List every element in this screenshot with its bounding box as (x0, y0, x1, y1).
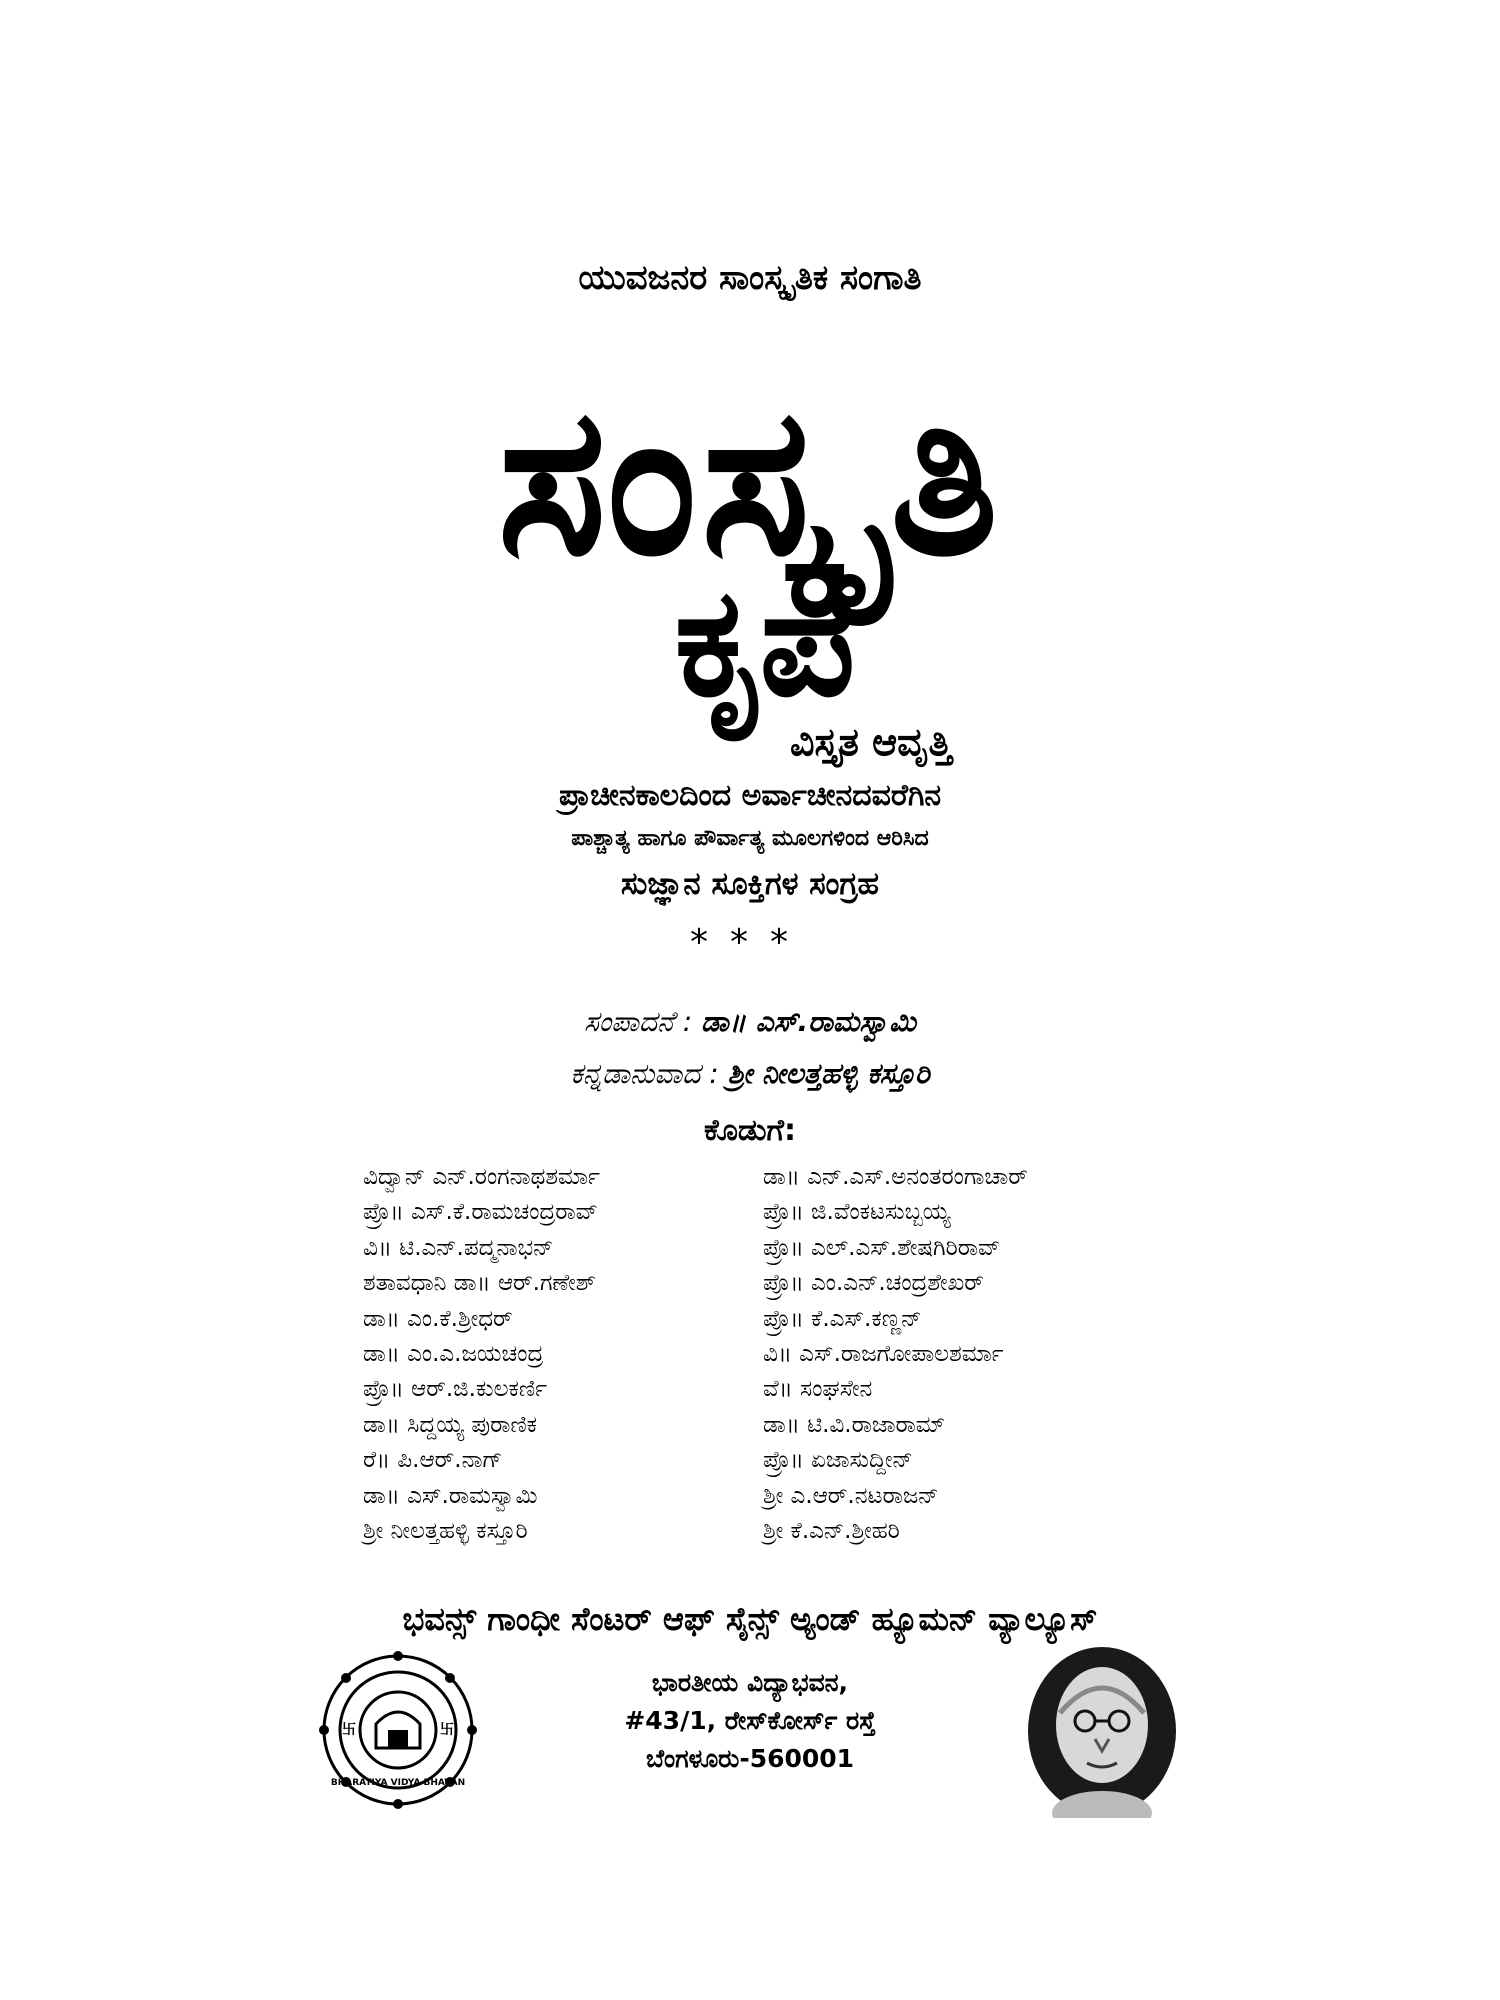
edition-label: ವಿಸ್ತೃತ ಆವೃತ್ತಿ (790, 720, 952, 764)
contributors-heading: ಕೊಡುಗೆ: (704, 1113, 796, 1148)
contributor-name: ಡಾ॥ ಟಿ.ವಿ.ರಾಜಾರಾಮ್ (763, 1411, 946, 1438)
contributor-name: ಶತಾವಧಾನಿ ಡಾ॥ ಆರ್.ಗಣೇಶ್ (363, 1270, 596, 1297)
publisher-organization: ಭವನ್ಸ್ ಗಾಂಧೀ ಸೆಂಟರ್ ಆಫ್ ಸೈನ್ಸ್ ಅ್ಯಂಡ್ ಹ್ಯೂಮನ್ ವ್ಯಾಲ್ಯೂಸ್ (402, 1600, 1098, 1638)
contributor-name: ಪ್ರೊ॥ ಏಜಾಸುದ್ದೀನ್ (763, 1447, 913, 1474)
contributor-name: ಪ್ರೊ॥ ಎಲ್.ಎಸ್.ಶೇಷಗಿರಿರಾವ್ (763, 1234, 1001, 1261)
contributor-name: ಡಾ॥ ಎನ್.ಎಸ್.ಅನಂತರಂಗಾಚಾರ್ (763, 1164, 1028, 1190)
address-line-1: ಭಾರತೀಯ ವಿದ್ಯಾಭವನ, (651, 1668, 849, 1697)
translator-credit (0, 1057, 1500, 1091)
contributor-name: ವೆ॥ ಸಂಘಸೇನ (763, 1376, 873, 1403)
svg-text:卐: 卐 (440, 1722, 454, 1738)
contributor-name: ಶ್ರೀ ನೀಲತ್ತಹಳ್ಳಿ ಕಸ್ತೂರಿ (363, 1517, 528, 1544)
contributor-name: ಡಾ॥ ಎಸ್.ರಾಮಸ್ವಾಮಿ (363, 1482, 538, 1509)
contributor-name: ರೆ॥ ಪಿ.ಆರ್.ನಾಗ್ (363, 1447, 503, 1474)
svg-text:卐: 卐 (342, 1722, 356, 1738)
series-tagline: ಯುವಜನರ ಸಾಂಸ್ಕೃತಿಕ ಸಂಗಾತಿ (578, 258, 922, 298)
editor-name: ಡಾ॥ ಎಸ್.ರಾಮಸ್ವಾಮಿ (701, 1005, 917, 1038)
book-title-continued: ಕೃಪ (674, 556, 856, 730)
contributor-name: ಡಾ॥ ಎಂ.ಎ.ಜಯಚಂದ್ರ (363, 1340, 544, 1367)
address-line-3: ಬೆಂಗಳೂರು-560001 (645, 1744, 855, 1773)
contributor-name: ಪ್ರೊ॥ ಎಂ.ಎನ್.ಚಂದ್ರಶೇಖರ್ (763, 1270, 984, 1297)
gandhi-portrait-icon (1025, 1643, 1180, 1818)
description-line-2: ಪಾಶ್ಚಾತ್ಯ ಹಾಗೂ ಪೌರ್ವಾತ್ಯ ಮೂಲಗಳಿಂದ ಆರಿಸಿದ (571, 826, 929, 851)
translator-name: ಶ್ರೀ ನೀಲತ್ತಹಳ್ಳಿ ಕಸ್ತೂರಿ (727, 1057, 930, 1090)
contributor-name: ವಿ॥ ಎಸ್.ರಾಜಗೋಪಾಲಶರ್ಮಾ (763, 1340, 1004, 1367)
bharatiya-vidya-bhavan-logo-icon (318, 1650, 478, 1810)
contributor-name: ಪ್ರೊ॥ ಎಸ್.ಕೆ.ರಾಮಚಂದ್ರರಾವ್ (363, 1199, 598, 1226)
address-line-2: #43/1, ರೇಸ್‌ಕೋರ್ಸ್ ರಸ್ತೆ (624, 1706, 876, 1735)
description-line-1: ಪ್ರಾಚೀನಕಾಲದಿಂದ ಅರ್ವಾಚೀನದವರೆಗಿನ (558, 778, 942, 813)
contributor-name: ವಿ॥ ಟಿ.ಎನ್.ಪದ್ಮನಾಭನ್ (363, 1234, 554, 1261)
editor-label: ಸಂಪಾದನೆ : (583, 1005, 693, 1038)
contributors-right-column (763, 1160, 1263, 1549)
logo-caption: BHARATIYA VIDYA BHAVAN (330, 1778, 466, 1788)
description-line-3: ಸುಜ್ಞಾನ ಸೂಕ್ತಿಗಳ ಸಂಗ್ರಹ (621, 866, 879, 902)
editor-credit (0, 1005, 1500, 1039)
contributor-name: ಪ್ರೊ॥ ಕೆ.ಎಸ್.ಕಣ್ಣನ್ (763, 1305, 922, 1332)
contributor-name: ಪ್ರೊ॥ ಜಿ.ವೆಂಕಟಸುಬ್ಬಯ್ಯ (763, 1199, 951, 1226)
contributors-left-column (363, 1160, 753, 1549)
translator-label: ಕನ್ನಡಾನುವಾದ : (570, 1057, 719, 1090)
contributor-name: ಡಾ॥ ಸಿದ್ದಯ್ಯ ಪುರಾಣಿಕ (363, 1411, 538, 1438)
contributor-name: ಡಾ॥ ಎಂ.ಕೆ.ಶ್ರೀಧರ್ (363, 1305, 513, 1332)
contributor-name: ಶ್ರೀ ಎ.ಆರ್.ನಟರಾಜನ್ (763, 1482, 939, 1509)
contributor-name: ಶ್ರೀ ಕೆ.ಎನ್.ಶ್ರೀಹರಿ (763, 1517, 900, 1544)
contributor-name: ವಿದ್ವಾನ್ ಎನ್.ರಂಗನಾಥಶರ್ಮಾ (363, 1164, 600, 1190)
book-title: ಸಂಸ್ಕೃತಿ (497, 363, 1003, 601)
contributor-name: ಪ್ರೊ॥ ಆರ್.ಜಿ.ಕುಲಕರ್ಣಿ (363, 1376, 548, 1403)
section-divider-stars: *** (690, 922, 810, 963)
